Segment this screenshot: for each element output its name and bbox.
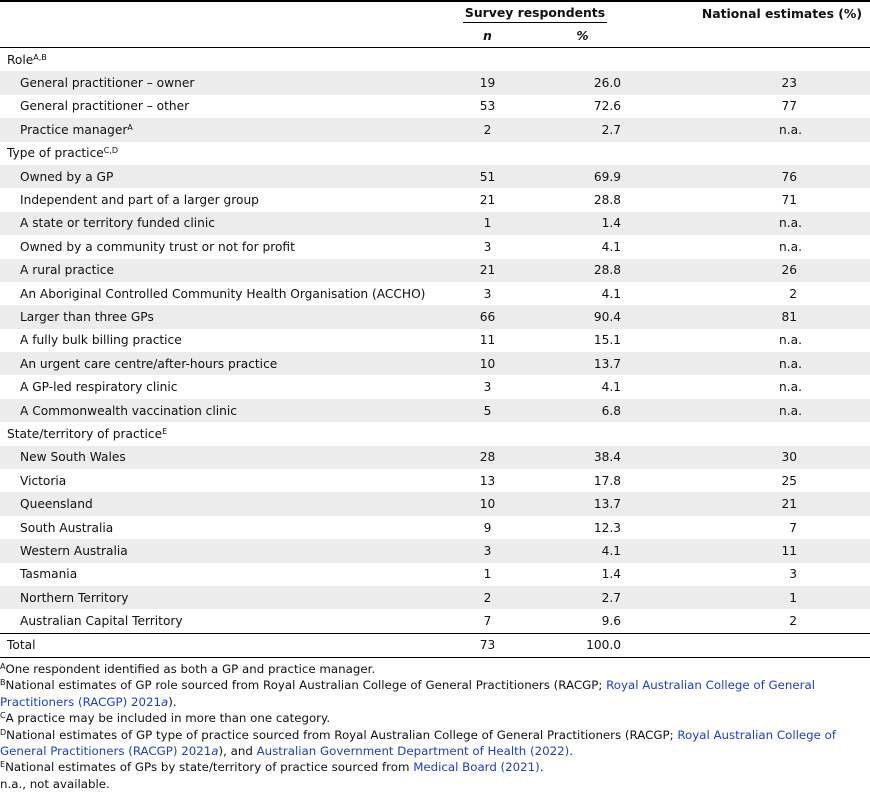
national-value: n.a.	[630, 212, 870, 235]
n-value: 3	[483, 239, 492, 254]
n-value	[440, 142, 535, 165]
table-row	[0, 212, 870, 235]
pct-value: 4.1	[535, 539, 630, 562]
table-row	[0, 165, 870, 188]
footnote-d: $^D$National estimates of GP type of practice sourced from Royal Australian College of General Practitioners (RACGP; Royal Australian College of General Practitioners (RACGP) 2021a), and Australian Government Department of Health (2022).	[0, 727, 837, 759]
n-value: 1	[483, 567, 492, 582]
pct-value: 12.3	[593, 520, 621, 535]
pct-value: 15.1	[593, 333, 621, 348]
pct-value	[535, 48, 630, 72]
table-row	[0, 609, 870, 633]
footnote-e: $^E$National estimates of GPs by state/territory of practice sourced from Medical Board (2021).	[0, 760, 544, 775]
row-label: Northern Territory	[0, 586, 440, 609]
row-label: Queensland	[0, 492, 440, 515]
national-value	[630, 48, 870, 72]
racgp-link-2[interactable]: Royal Australian College of General Practitioners (RACGP) 2021a	[0, 727, 837, 759]
n-value: 10	[440, 352, 535, 375]
national-value: 23	[630, 71, 870, 94]
table-row	[0, 95, 870, 118]
national-value	[630, 633, 870, 657]
pct-header: %	[576, 29, 589, 43]
national-value: 21	[630, 492, 870, 515]
table-row	[0, 352, 870, 375]
n-value: 66	[440, 305, 535, 328]
n-value: 5	[440, 399, 535, 422]
pct-value: 69.9	[535, 165, 630, 188]
header-row-2	[0, 25, 870, 48]
national-value: n.a.	[630, 399, 870, 422]
national-value: n.a.	[779, 333, 802, 348]
row-label: Independent and part of a larger group	[20, 193, 259, 208]
total-row	[0, 633, 870, 657]
footnote-b: $^B$National estimates of GP role sourced from Royal Australian College of General Practitioners (RACGP; Royal Australian College of General Practitioners (RACGP) 2021a).	[0, 678, 815, 709]
n-value: 7	[483, 614, 492, 629]
section-label: Type of practice$^{C,D}$	[7, 146, 119, 161]
table-row	[0, 492, 870, 515]
row-label: Larger than three GPs	[0, 305, 440, 328]
table-row	[0, 446, 870, 469]
table-body	[0, 48, 870, 658]
national-value: 11	[630, 539, 870, 562]
national-value	[630, 422, 870, 445]
pct-value: 90.4	[535, 305, 630, 328]
section-label: State/territory of practice$^E$	[7, 426, 168, 441]
footnote-c: $^C$A practice may be included in more than one category.	[0, 711, 331, 726]
national-value: 7	[789, 520, 797, 535]
section-row	[0, 422, 870, 445]
n-value: 2	[440, 118, 535, 141]
pct-value: 13.7	[535, 352, 630, 375]
n-value: 11	[479, 333, 496, 348]
table-row	[0, 586, 870, 609]
table-row	[0, 329, 870, 352]
table-row	[0, 399, 870, 422]
pct-value: 4.1	[601, 380, 621, 395]
row-label: Victoria	[20, 473, 67, 488]
national-estimates-header: National estimates (%)	[701, 6, 862, 21]
table-row	[0, 375, 870, 398]
row-label: Owned by a GP	[0, 165, 440, 188]
national-value: n.a.	[630, 118, 870, 141]
national-value: 26	[630, 259, 870, 282]
national-value: n.a.	[779, 239, 802, 254]
national-value: 71	[781, 193, 797, 208]
n-value: 73	[479, 638, 496, 653]
row-label: A Commonwealth vaccination clinic	[0, 399, 440, 422]
pct-value: 9.6	[601, 614, 621, 629]
row-label: Australian Capital Territory	[20, 614, 183, 629]
table-row	[0, 516, 870, 539]
pct-value: 13.7	[535, 492, 630, 515]
n-value	[440, 48, 535, 72]
pct-value: 2.7	[535, 118, 630, 141]
pct-value: 1.4	[535, 212, 630, 235]
national-value: 81	[630, 305, 870, 328]
national-value: 30	[630, 446, 870, 469]
n-value: 9	[483, 520, 492, 535]
table-row	[0, 71, 870, 94]
n-value: 21	[440, 259, 535, 282]
national-value: 2	[789, 286, 797, 301]
pct-value	[535, 142, 630, 165]
section-label: Role$^{A,B}$	[7, 52, 47, 67]
n-value: 3	[440, 539, 535, 562]
pct-value: 6.8	[535, 399, 630, 422]
pct-value: 38.4	[535, 446, 630, 469]
pct-value: 26.0	[535, 71, 630, 94]
medical-board-link[interactable]: Medical Board (2021)	[413, 760, 540, 775]
pct-value: 2.7	[535, 586, 630, 609]
header-row-1	[0, 2, 870, 25]
table-row	[0, 259, 870, 282]
row-label: Practice manager$^A$	[0, 118, 440, 141]
row-label: General practitioner – owner	[0, 71, 440, 94]
n-value: 21	[479, 193, 496, 208]
table-row	[0, 563, 870, 586]
row-label: Tasmania	[20, 567, 78, 582]
footnote-na: n.a., not available.	[0, 776, 110, 791]
pct-value: 72.6	[593, 99, 621, 114]
pct-value: 1.4	[601, 567, 621, 582]
pct-value: 28.8	[593, 193, 621, 208]
row-label: A rural practice	[0, 259, 440, 282]
national-value: 3	[789, 567, 797, 582]
row-label: A GP-led respiratory clinic	[20, 380, 178, 395]
national-value	[630, 142, 870, 165]
pct-value	[535, 422, 630, 445]
n-value: 13	[479, 473, 496, 488]
row-label: General practitioner – other	[20, 99, 190, 114]
footnote-a: $^A$One respondent identified as both a GP and practice manager.	[0, 662, 376, 676]
table-footnotes	[0, 661, 870, 792]
table-row	[0, 188, 870, 211]
n-value: 28	[440, 446, 535, 469]
row-label: A state or territory funded clinic	[0, 212, 440, 235]
survey-respondents-header: Survey respondents	[440, 2, 630, 25]
pct-value: 4.1	[601, 286, 621, 301]
row-label: An urgent care centre/after-hours practice	[0, 352, 440, 375]
n-value: 2	[440, 586, 535, 609]
n-value: 10	[440, 492, 535, 515]
demographics-table	[0, 2, 870, 658]
table-row	[0, 235, 870, 258]
table-row	[0, 469, 870, 492]
national-value: n.a.	[779, 380, 802, 395]
pct-value: 28.8	[535, 259, 630, 282]
row-label: New South Wales	[0, 446, 440, 469]
table-row	[0, 118, 870, 141]
n-value: 3	[483, 286, 492, 301]
n-value: 3	[483, 380, 492, 395]
row-label: Western Australia	[0, 539, 440, 562]
table-row	[0, 539, 870, 562]
n-value: 19	[440, 71, 535, 94]
national-value: 76	[630, 165, 870, 188]
n-value: 1	[440, 212, 535, 235]
table-row	[0, 305, 870, 328]
national-value: 77	[781, 99, 797, 114]
national-value: 25	[781, 473, 797, 488]
section-label: Total	[7, 638, 36, 653]
national-value: 2	[789, 614, 797, 629]
racgp-link[interactable]: Royal Australian College of General Practitioners (RACGP) 2021a	[0, 678, 815, 709]
health-department-link[interactable]: Australian Government Department of Health (2022)	[256, 744, 570, 759]
n-value: 53	[479, 99, 496, 114]
table-row	[0, 282, 870, 305]
row-label: A fully bulk billing practice	[20, 333, 182, 348]
section-row	[0, 48, 870, 72]
pct-value: 17.8	[593, 473, 621, 488]
national-value: n.a.	[630, 352, 870, 375]
row-label: South Australia	[20, 520, 114, 535]
pct-value: 4.1	[601, 239, 621, 254]
row-label: An Aboriginal Controlled Community Health Organisation (ACCHO)	[20, 286, 426, 301]
national-value: 1	[630, 586, 870, 609]
row-label: Owned by a community trust or not for profit	[20, 239, 295, 254]
pct-value: 100.0	[586, 638, 621, 653]
n-value	[440, 422, 535, 445]
n-header: n	[483, 29, 492, 43]
n-value: 51	[440, 165, 535, 188]
section-row	[0, 142, 870, 165]
